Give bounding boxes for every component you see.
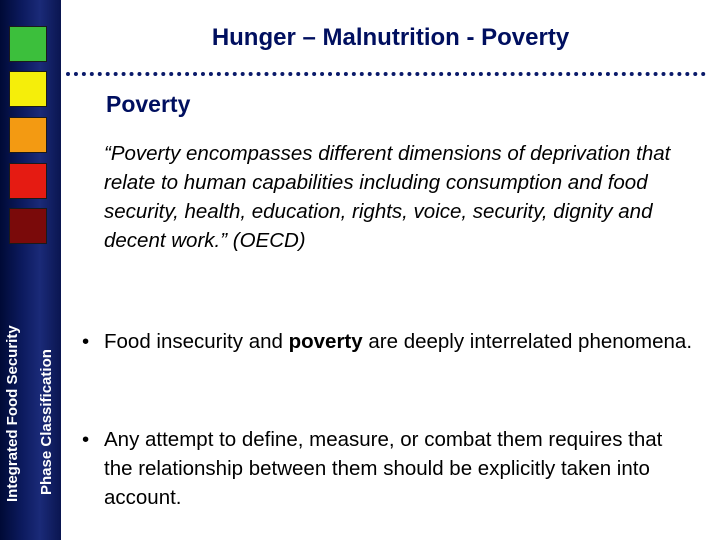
bullet-emphasis: poverty [288,330,363,353]
ipc-sidebar [0,0,61,540]
bullet-text [104,327,694,356]
phase-color-square-yellow [9,71,47,107]
sidebar-label-line1: Integrated Food Security [4,325,21,502]
phase-color-square-orange [9,117,47,153]
title-divider [66,72,706,76]
oecd-quote: “Poverty encompasses different dimensions of deprivation that relate to human capabilities including consumption and food security, health, education, rights, voice, security, dignity and decent work.” (OECD) [104,142,671,252]
bullet-text-end: are deeply interrelated phenomena. [362,330,693,353]
phase-color-square-red [9,163,47,199]
slide-title: Hunger – Malnutrition - Poverty [211,24,570,51]
section-heading: Poverty [106,91,191,117]
phase-color-square-darkred [9,208,47,244]
phase-color-square-green [9,26,47,62]
bullet-marker: • [82,428,90,451]
bullet-text: Any attempt to define, measure, or combat them requires that the relationship between them should be explicitly taken into account. [104,428,663,509]
bullet-text-start: Food insecurity and [104,330,289,353]
bullet-marker: • [82,330,90,353]
sidebar-label-line2: Phase Classification [38,349,55,495]
